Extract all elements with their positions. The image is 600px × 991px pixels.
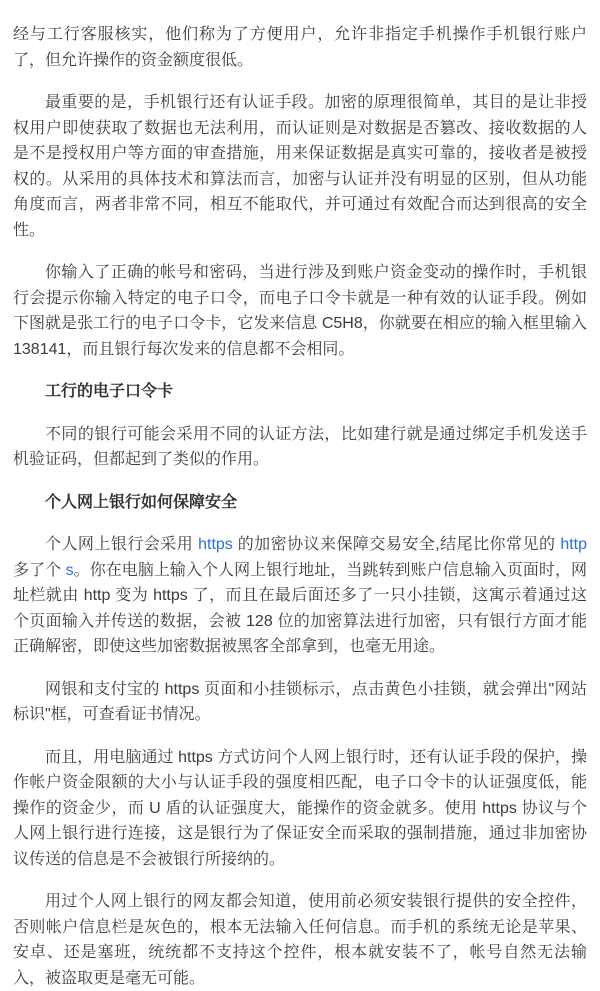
paragraph: 最重要的是，手机银行还有认证手段。加密的原理很简单，其目的是让非授权用户即使获取了数据也无法利用，而认证则是对数据是否篡改、接收数据的人是不是授权用户等方面的审查措施，用来保证数据是真实可靠的，接收者是被授权的。从采用的具体技术和算法而言，加密与认证并没有明显的区别，但从功能角度而言，两者非常不同，相互不能取代，并可通过有效配合而达到很高的安全性。 (13, 94, 587, 239)
paragraph: 不同的银行可能会采用不同的认证方法，比如建行就是通过绑定手机发送手机验证码，但都起到了类似的作用。 (13, 425, 587, 468)
paragraph: 个人网上银行会采用 https 的加密协议来保障交易安全,结尾比你常见的 http 多了个 s。你在电脑上输入个人网上银行地址，当跳转到账户信息输入页面时，网址栏就由 http 变为 https 了，而且在最后面还多了一只小挂锁，这寓示着通过这个页面输入并传送的数据，会被 128 位的加密算法进行加密，只有银行方面才能正确解密，即使这些加密数据被黑客全部拿到，也毫无用途。 (13, 536, 587, 655)
link-text: http (560, 536, 587, 553)
paragraph: 而且，用电脑通过 https 方式访问个人网上银行时，还有认证手段的保护，操作帐户资金限额的大小与认证手段的强度相匹配，电子口令卡的认证强度低，能操作的资金少，而 U 盾的认证强度大，能操作的资金就多。使用 https 协议与个人网上银行进行连接，这是银行为了保证安全而采取的强制措施，通过非加密协议传送的信息是不会被银行所接纳的。 (13, 748, 587, 868)
section-heading: 个人网上银行如何保障安全 (45, 493, 238, 511)
paragraph: 网银和支付宝的 https 页面和小挂锁标示，点击黄色小挂锁，就会弹出"网站标识"框，可查看证书情况。 (13, 680, 587, 723)
paragraph: 你输入了正确的帐号和密码，当进行涉及到账户资金变动的操作时，手机银行会提示你输入特定的电子口令，而电子口令卡就是一种有效的认证手段。例如下图就是张工行的电子口令卡，它发来信息 C5H8，你就要在相应的输入框里输入 138141，而且银行每次发来的信息都不会相同。 (13, 264, 587, 358)
section-heading: 工行的电子口令卡 (45, 383, 174, 400)
paragraph: 经与工行客服核实，他们称为了方便用户，允许非指定手机操作手机银行账户了，但允许操作的资金额度很低。 (13, 26, 587, 69)
link-text: s (65, 561, 74, 579)
article-body (13, 22, 587, 991)
paragraph: 用过个人网上银行的网友都会知道，使用前必须安装银行提供的安全控件，否则帐户信息栏是灰色的，根本无法输入任何信息。而手机的系统无论是苹果、安卓、还是塞班，统统都不支持这个控件，根本就安装不了，帐号自然无法输入，被盗取更是毫无可能。 (13, 893, 587, 987)
link-text: https (198, 536, 233, 553)
